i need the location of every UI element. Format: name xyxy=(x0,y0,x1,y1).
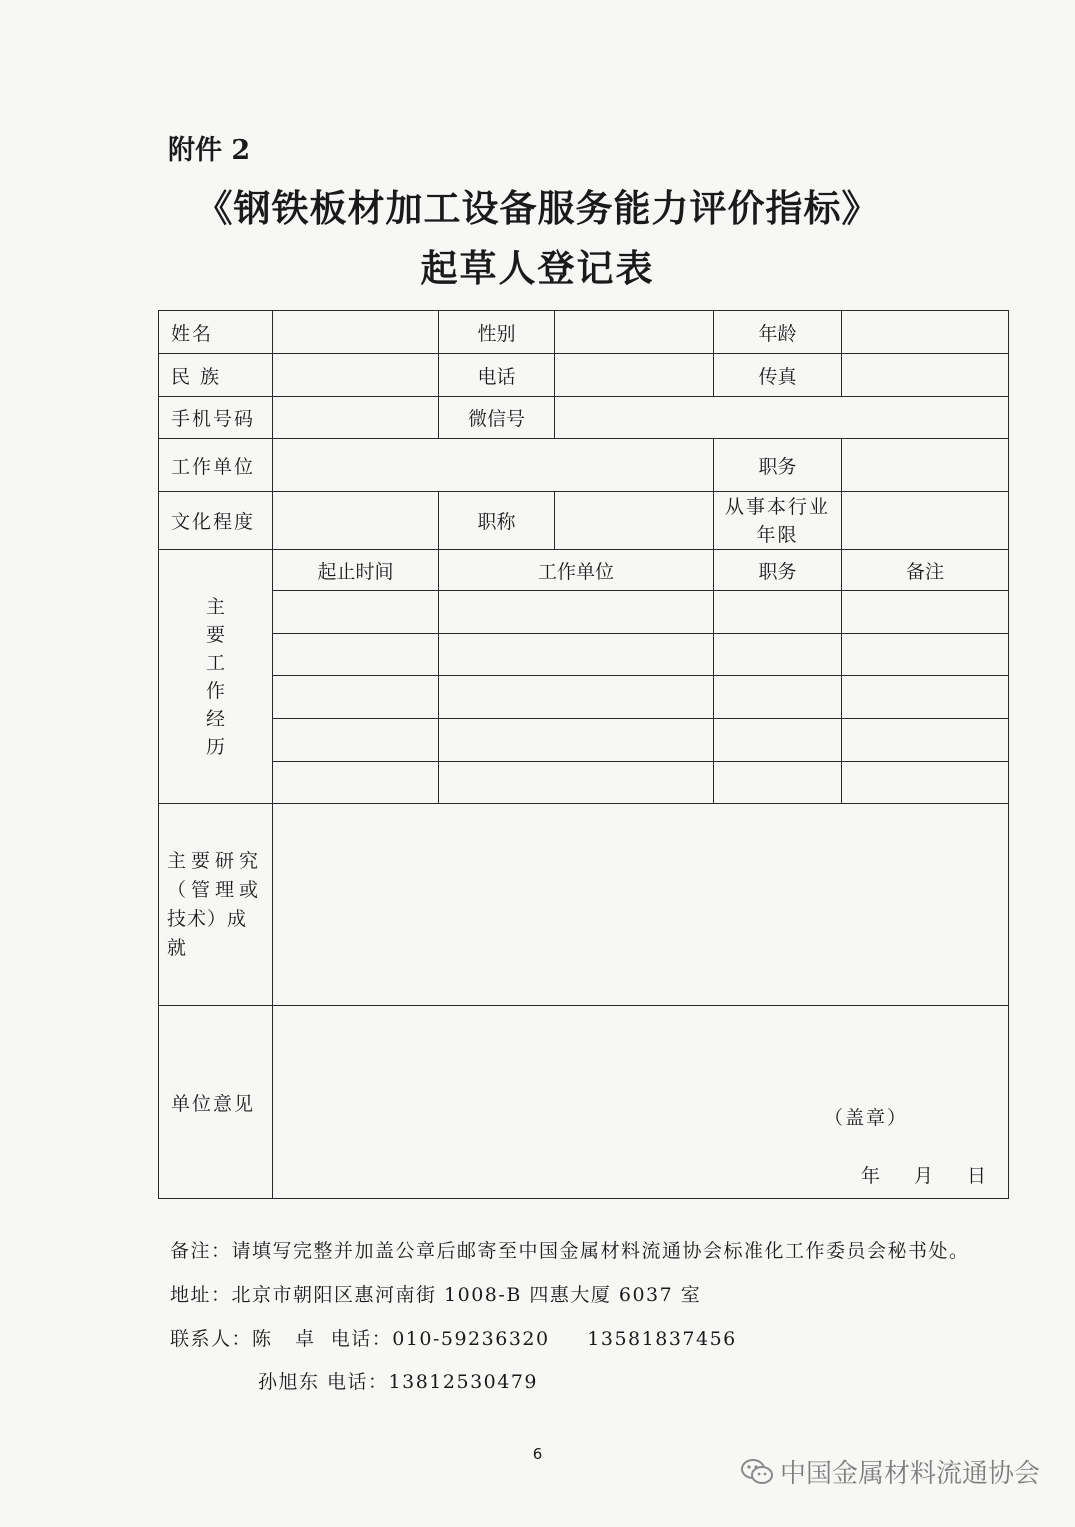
period-cell[interactable] xyxy=(273,676,439,719)
col-employer: 工作单位 xyxy=(439,550,714,591)
title-label: 职称 xyxy=(439,492,555,550)
achievements-label xyxy=(159,804,273,1006)
employer-field[interactable] xyxy=(273,439,714,492)
fax-label: 传真 xyxy=(714,354,842,397)
work-history-char: 经 xyxy=(205,707,225,730)
work-history-char: 主 xyxy=(205,595,225,618)
period-cell[interactable] xyxy=(273,634,439,676)
opinion-label: 单位意见 xyxy=(159,1006,273,1199)
age-label: 年龄 xyxy=(714,311,842,354)
position-cell[interactable] xyxy=(714,676,842,719)
work-history-char: 作 xyxy=(205,679,225,702)
position-cell[interactable] xyxy=(714,762,842,804)
employer-cell[interactable] xyxy=(439,762,714,804)
achievements-field[interactable] xyxy=(273,804,1009,1006)
gender-label: 性别 xyxy=(439,311,555,354)
document-subtitle: 起草人登记表 xyxy=(420,246,655,290)
period-cell[interactable] xyxy=(273,762,439,804)
achievements-line2: （管理或 xyxy=(167,878,264,901)
col-remarks: 备注 xyxy=(842,550,1009,591)
achievements-line1: 主要研究 xyxy=(167,849,264,872)
employer-label: 工作单位 xyxy=(159,439,273,492)
position-cell[interactable] xyxy=(714,591,842,634)
work-history-char: 要 xyxy=(205,623,225,646)
position-field[interactable] xyxy=(842,439,1009,492)
page-number: 6 xyxy=(532,1445,543,1463)
contact-note-1: 联系人：陈 卓 电话：010-59236320 13581837456 xyxy=(170,1328,737,1350)
gender-field[interactable] xyxy=(555,311,714,354)
table-row xyxy=(159,591,1009,634)
ethnicity-field[interactable] xyxy=(273,354,439,397)
remarks-cell[interactable] xyxy=(842,591,1009,634)
fax-field[interactable] xyxy=(842,354,1009,397)
mobile-label: 手机号码 xyxy=(159,397,273,439)
education-field[interactable] xyxy=(273,492,439,550)
table-row xyxy=(159,719,1009,762)
position-cell[interactable] xyxy=(714,719,842,762)
table-row xyxy=(159,762,1009,804)
col-position: 职务 xyxy=(714,550,842,591)
achievements-line3: 技术）成就 xyxy=(167,907,248,959)
remarks-cell[interactable] xyxy=(842,719,1009,762)
work-history-label xyxy=(159,550,273,804)
wechat-label: 微信号 xyxy=(439,397,555,439)
period-cell[interactable] xyxy=(273,591,439,634)
phone-field[interactable] xyxy=(555,354,714,397)
table-row xyxy=(159,634,1009,676)
years-label-line2: 年限 xyxy=(756,523,799,546)
period-cell[interactable] xyxy=(273,719,439,762)
wechat-field[interactable] xyxy=(555,397,1009,439)
attachment-label: 附件 2 xyxy=(168,135,251,166)
years-label-line1: 从事本行业 xyxy=(724,495,830,518)
watermark-text: 中国金属材料流通协会 xyxy=(780,1459,1041,1489)
watermark xyxy=(740,1453,1040,1490)
employer-cell[interactable] xyxy=(439,634,714,676)
name-field[interactable] xyxy=(273,311,439,354)
date-label: 年 月 日 xyxy=(860,1165,1000,1187)
position-label: 职务 xyxy=(714,439,842,492)
employer-cell[interactable] xyxy=(439,719,714,762)
mobile-field[interactable] xyxy=(273,397,439,439)
work-history-char: 历 xyxy=(205,735,225,758)
work-history-char: 工 xyxy=(205,651,225,674)
opinion-field[interactable] xyxy=(273,1006,1009,1199)
ethnicity-label: 民 族 xyxy=(159,354,273,397)
employer-cell[interactable] xyxy=(439,591,714,634)
table-row xyxy=(159,676,1009,719)
position-cell[interactable] xyxy=(714,634,842,676)
years-label xyxy=(714,492,842,550)
title-field[interactable] xyxy=(555,492,714,550)
remarks-cell[interactable] xyxy=(842,676,1009,719)
age-field[interactable] xyxy=(842,311,1009,354)
wechat-icon xyxy=(740,1458,774,1486)
remarks-cell[interactable] xyxy=(842,634,1009,676)
contact-note-2: 孙旭东 电话：13812530479 xyxy=(258,1371,539,1393)
seal-label: （盖章） xyxy=(823,1107,908,1129)
document-title: 《钢铁板材加工设备服务能力评价指标》 xyxy=(195,186,880,230)
education-label: 文化程度 xyxy=(159,492,273,550)
registration-form xyxy=(158,310,1009,1199)
years-field[interactable] xyxy=(842,492,1009,550)
remark-note: 备注：请填写完整并加盖公章后邮寄至中国金属材料流通协会标准化工作委员会秘书处。 xyxy=(170,1240,970,1262)
address-note: 地址：北京市朝阳区惠河南街 1008-B 四惠大厦 6037 室 xyxy=(170,1284,702,1306)
col-period: 起止时间 xyxy=(273,550,439,591)
phone-label: 电话 xyxy=(439,354,555,397)
employer-cell[interactable] xyxy=(439,676,714,719)
remarks-cell[interactable] xyxy=(842,762,1009,804)
name-label: 姓名 xyxy=(159,311,273,354)
